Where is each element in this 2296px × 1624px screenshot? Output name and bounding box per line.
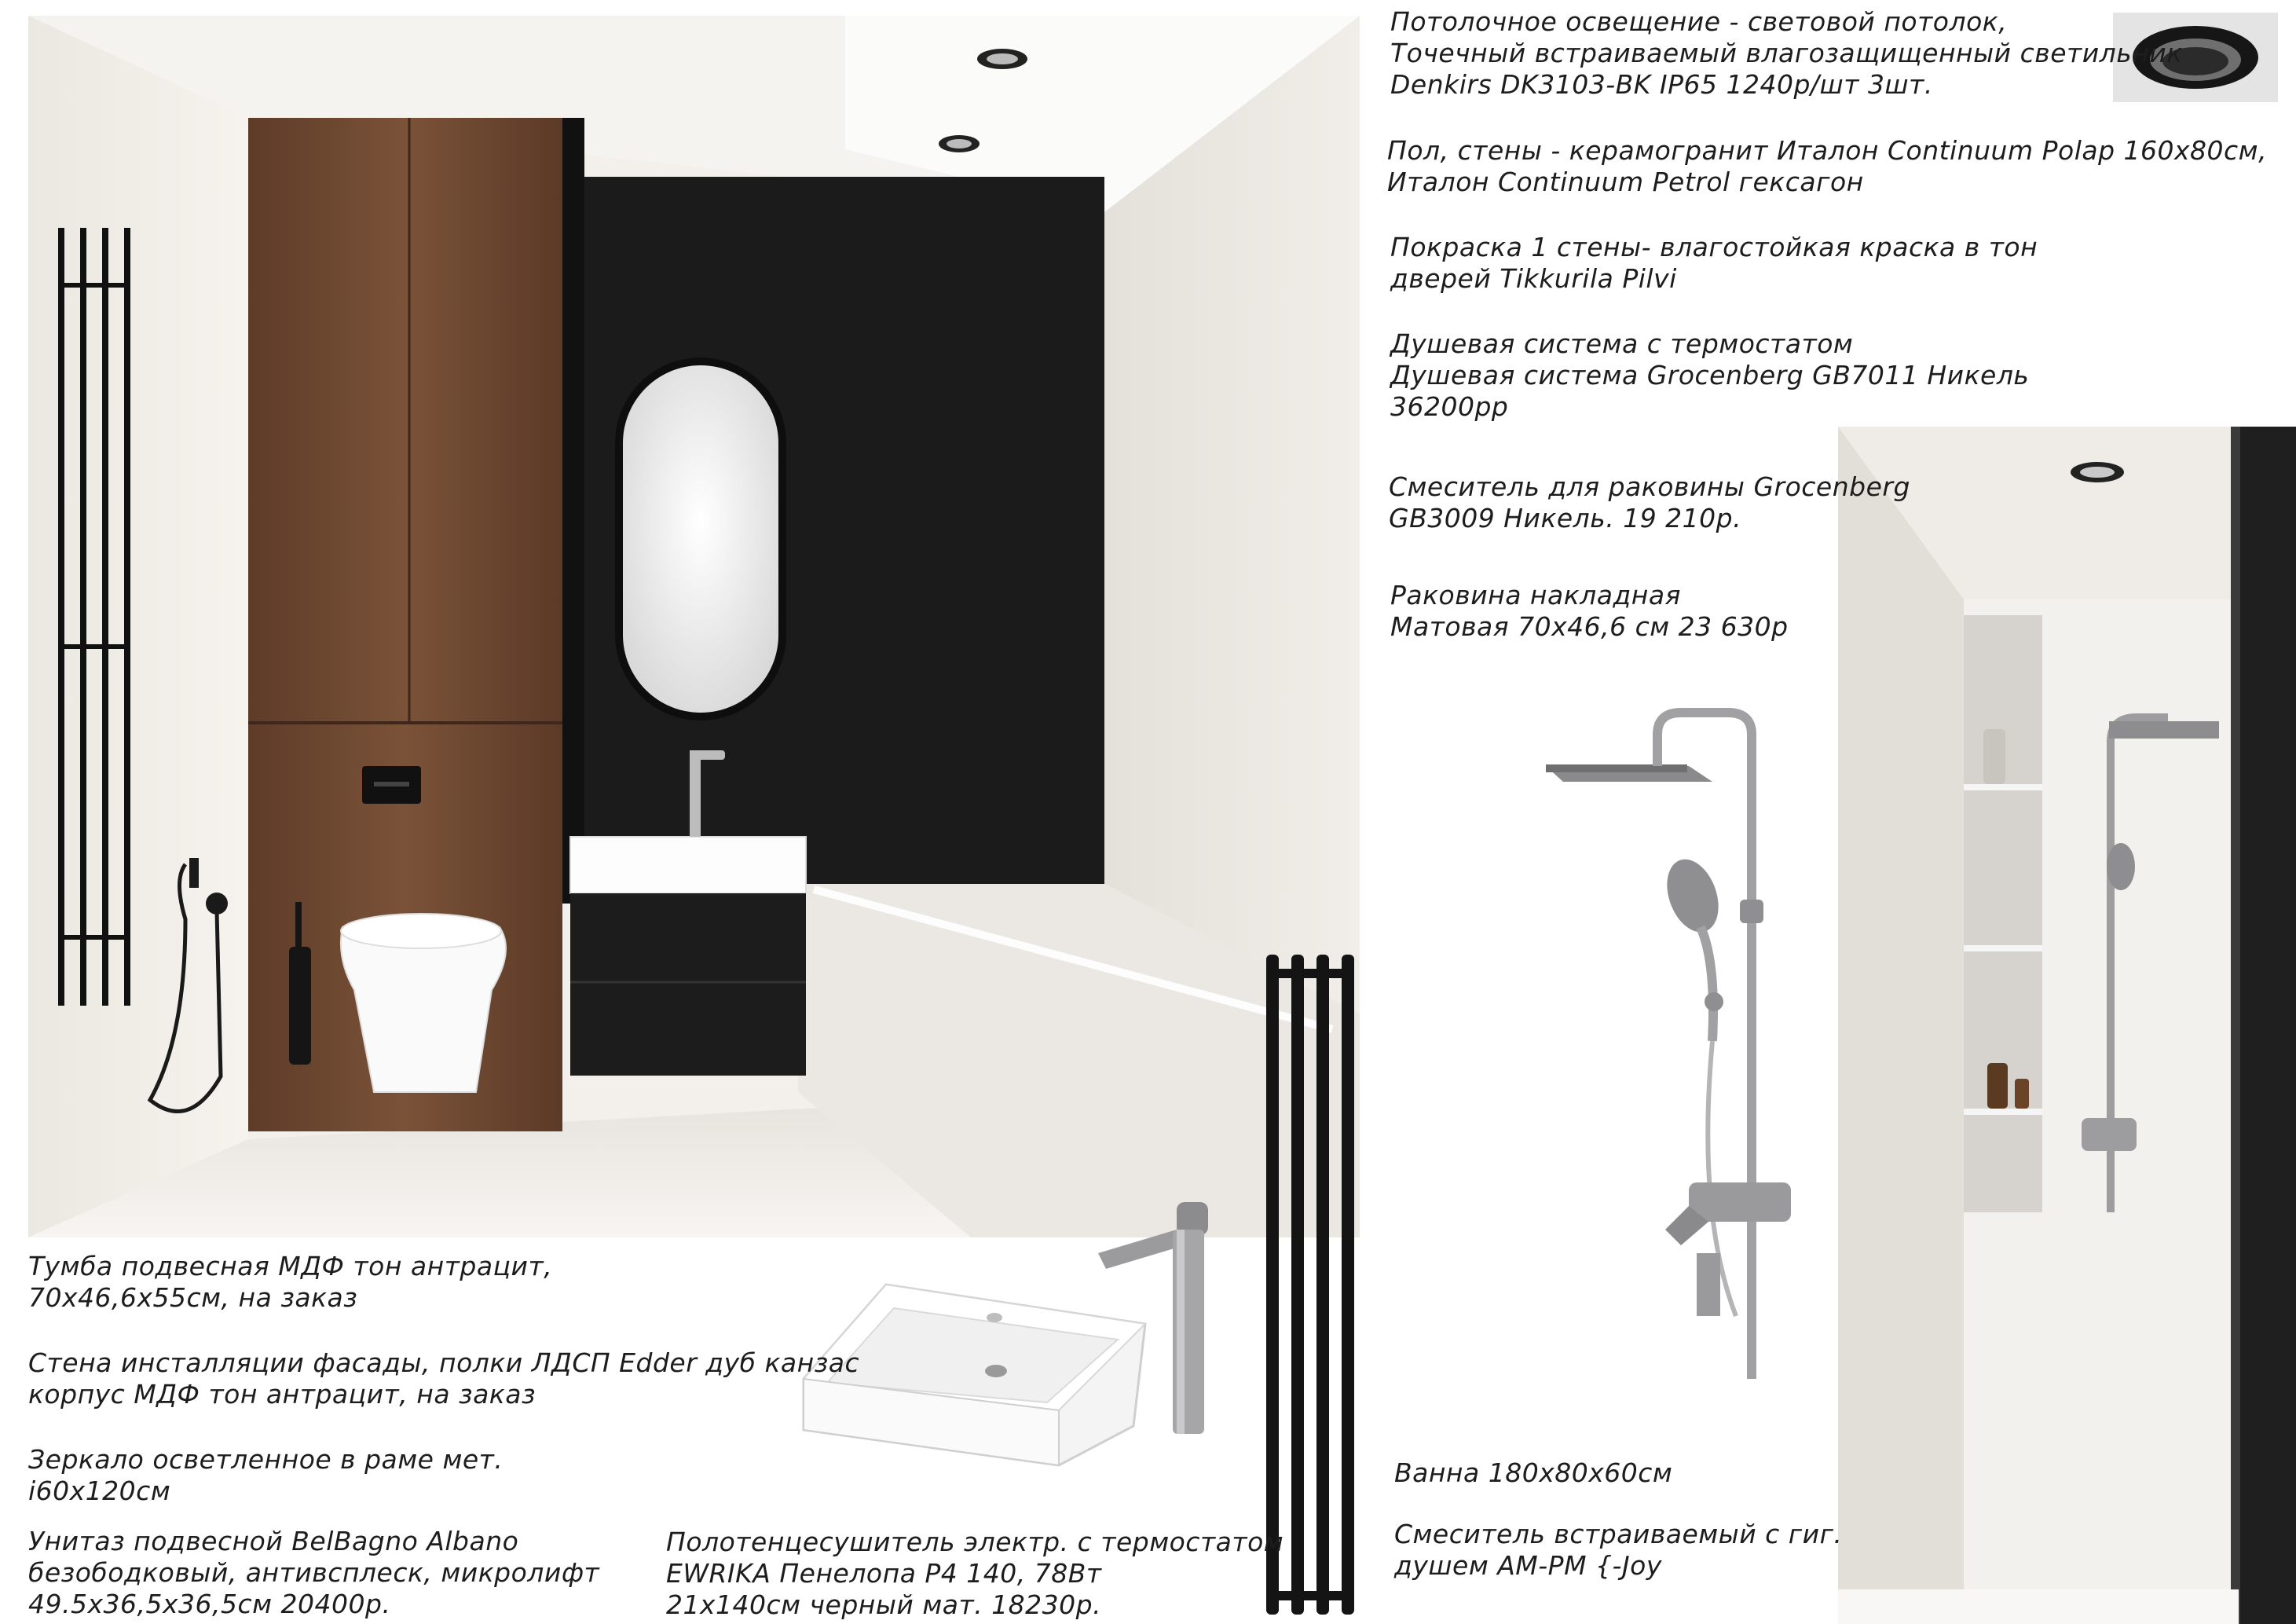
note-basin: Раковина накладная Матовая 70х46,6 см 23 630р xyxy=(1390,580,1789,642)
note-floor-walls: Пол, стены - керамогранит Италон Continuum Polap 160х80см, Италон Continuum Petrol гексагон xyxy=(1387,135,2268,197)
note-vanity: Тумба подвесная МДФ тон антрацит, 70х46,6х55см, на заказ xyxy=(28,1251,553,1313)
note-toilet: Унитаз подвесной BelBagno Albano безободковый, антивсплеск, микролифт 49.5х36,5х36,5см 20400р. xyxy=(28,1526,600,1619)
note-lighting: Потолочное освещение - световой потолок, Точечный встраиваемый влагозащищенный светильник Denkirs DK3103-BK IP65 1240р/шт 3шт. xyxy=(1390,6,2183,100)
towel-dryer-icon xyxy=(1260,955,1362,1615)
faucet-icon xyxy=(1090,1198,1232,1434)
note-shower-system: Душевая система с термостатом Душевая система Grocenberg GB7011 Никель 36200рр xyxy=(1390,328,2030,422)
shower-system-icon xyxy=(1540,703,1838,1442)
shower-render xyxy=(1838,427,2296,1624)
shower-render-drawing xyxy=(1838,427,2296,1624)
bathroom-render xyxy=(28,16,1360,1237)
bathroom-render-drawing xyxy=(28,16,1360,1237)
note-built-in-mixer: Смеситель встраиваемый с гиг. душем AM-PM {-Joy xyxy=(1394,1519,1843,1581)
note-mirror: Зеркало осветленное в раме мет. i60х120см xyxy=(28,1444,504,1506)
note-paint: Покраска 1 стены- влагостойкая краска в тон дверей Tikkurila Pilvi xyxy=(1390,232,2038,294)
note-towel-dryer: Полотенцесушитель электр. с термостатом EWRIKA Пенелопа P4 140, 78Вт 21х140см черный мат. 18230р. xyxy=(666,1527,1284,1620)
note-basin-mixer: Смеситель для раковины Grocenberg GB3009 Никель. 19 210р. xyxy=(1389,471,1910,533)
note-installation-wall: Стена инсталляции фасады, полки ЛДСП Edder дуб канзас корпус МДФ тон антрацит, на заказ xyxy=(28,1347,860,1410)
note-bath: Ванна 180х80х60см xyxy=(1394,1457,1673,1488)
